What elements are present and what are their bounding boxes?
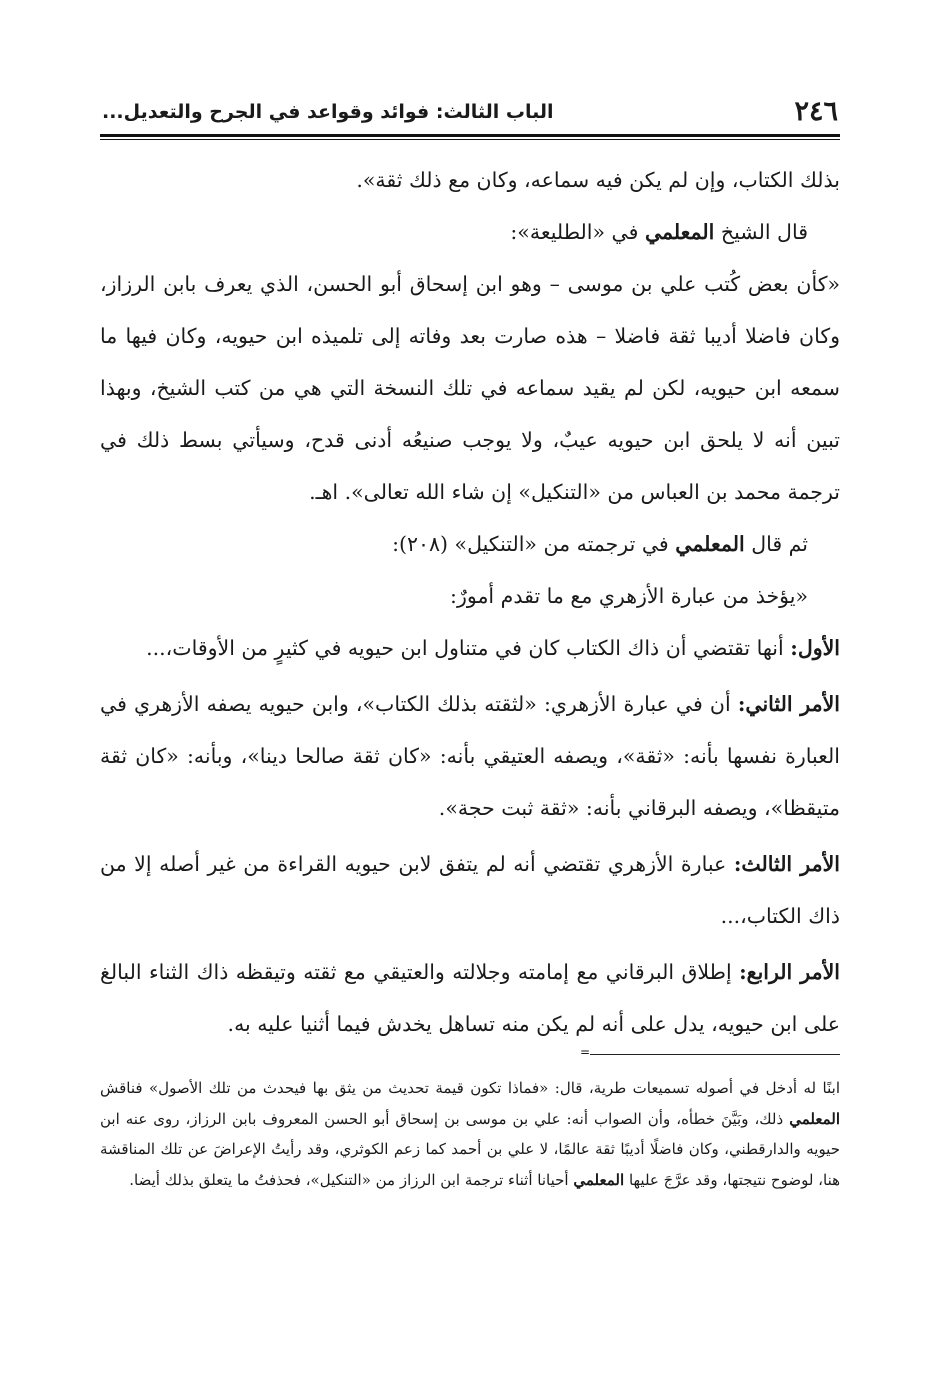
list-item bbox=[100, 678, 840, 834]
paragraph-text: في «الطليعة»: bbox=[510, 220, 639, 244]
list-item bbox=[100, 946, 840, 1050]
quotation-text: «كأن بعض كُتب علي بن موسى – وهو ابن إسحاق أبو الحسن، الذي يعرف بابن الرزاز، وكان فاضلا أديبا ثقة فاضلا – هذه صارت بعد وفاته إلى تلميذه ابن حيويه، وكان فيها ما سمعه ابن حيويه، لكن لم يقيد سماعه في تلك النسخة التي هي من كتب الشيخ، وبهذا تبين أنه لا يلحق ابن حيويه عيبٌ، ولا يوجب صنيعُه أدنى قدح، وسيأتي بسط ذلك في ترجمة محمد بن العباس من «التنكيل» إن شاء الله تعالى». اهـ. bbox=[100, 272, 840, 504]
list-item bbox=[100, 838, 840, 942]
paragraph-text: بذلك الكتاب، وإن لم يكن فيه سماعه، وكان مع ذلك ثقة». bbox=[356, 168, 840, 192]
page-header bbox=[100, 90, 840, 128]
paragraph bbox=[100, 518, 840, 570]
book-page bbox=[100, 90, 840, 1320]
item-label: الأمر الثاني: bbox=[737, 692, 840, 716]
author-name: المعلمي bbox=[644, 220, 715, 244]
footnote bbox=[100, 1073, 840, 1195]
paragraph bbox=[100, 154, 840, 206]
footnote-text: أحيانا أثناء ترجمة ابن الرزاز من «التنكيل»، فحذفتُ ما يتعلق بذلك أيضا. bbox=[129, 1170, 569, 1189]
paragraph-text: قال الشيخ bbox=[720, 220, 808, 244]
item-label: الأمر الثالث: bbox=[733, 852, 840, 876]
item-text: أن في عبارة الأزهري: «لثقته بذلك الكتاب»، وابن حيويه يصفه الأزهري في العبارة نفسها بأنه: «ثقة»، ويصفه العتيقي بأنه: «كان ثقة صالحا دينا»، وبأنه: «كان ثقة متيقظا»، ويصفه البرقاني بأنه: «ثقة ثبت حجة». bbox=[100, 692, 840, 820]
page-number: ٢٤٦ bbox=[794, 96, 838, 127]
quotation bbox=[100, 258, 840, 518]
footnote-continuation-mark: = bbox=[580, 1045, 591, 1059]
item-label: الأمر الرابع: bbox=[739, 960, 840, 984]
author-name: المعلمي bbox=[789, 1109, 840, 1128]
running-title: الباب الثالث: فوائد وقواعد في الجرح والتعديل... bbox=[102, 101, 554, 123]
item-text: عبارة الأزهري تقتضي أنه لم يتفق لابن حيويه القراءة من غير أصله إلا من ذاك الكتاب،... bbox=[100, 852, 840, 928]
paragraph bbox=[100, 206, 840, 258]
paragraph bbox=[100, 570, 840, 622]
author-name: المعلمي bbox=[573, 1170, 625, 1189]
paragraph-text: «يؤخذ من عبارة الأزهري مع ما تقدم أمورٌ: bbox=[450, 584, 808, 608]
paragraph-text: في ترجمته من «التنكيل» (٢٠٨): bbox=[392, 532, 669, 556]
item-text: إطلاق البرقاني مع إمامته وجلالته والعتيقي مع ثقته وتيقظه ذاك الثناء البالغ على ابن حيويه، يدل على أنه لم يكن منه تساهل يخدش فيما أثنيا عليه به. bbox=[100, 960, 840, 1036]
paragraph-text: ثم قال bbox=[751, 532, 808, 556]
item-label: الأول: bbox=[790, 636, 840, 660]
item-text: أنها تقتضي أن ذاك الكتاب كان في متناول ابن حيويه في كثيرٍ من الأوقات،... bbox=[146, 636, 784, 660]
list-item bbox=[100, 622, 840, 674]
footnote-text: ذلك، وبَيَّنَ خطأه، وأن الصواب أنه: علي بن موسى بن إسحاق أبو الحسن المعروف بابن الرزاز، روى عنه ابن حيويه والدارقطني، وكان فاضلًا أديبًا ثقة عالمًا، لا علي بن أحمد كما زعم الكوثري، وقد رأيتُ الإعراضَ عن تلك المناقشة هنا، لوضوح نتيجتها، وقد عرَّجَ عليها bbox=[100, 1109, 840, 1189]
footnote-rule bbox=[580, 1045, 840, 1059]
header-rule bbox=[100, 134, 840, 140]
main-text bbox=[100, 154, 840, 1050]
footnote-text: ابنًا له أدخل في أصوله تسميعات طرية، قال: «فماذا تكون قيمة تحديث من يثق بها فيحدث من تلك الأصول» فناقش bbox=[100, 1079, 840, 1097]
author-name: المعلمي bbox=[675, 532, 745, 556]
